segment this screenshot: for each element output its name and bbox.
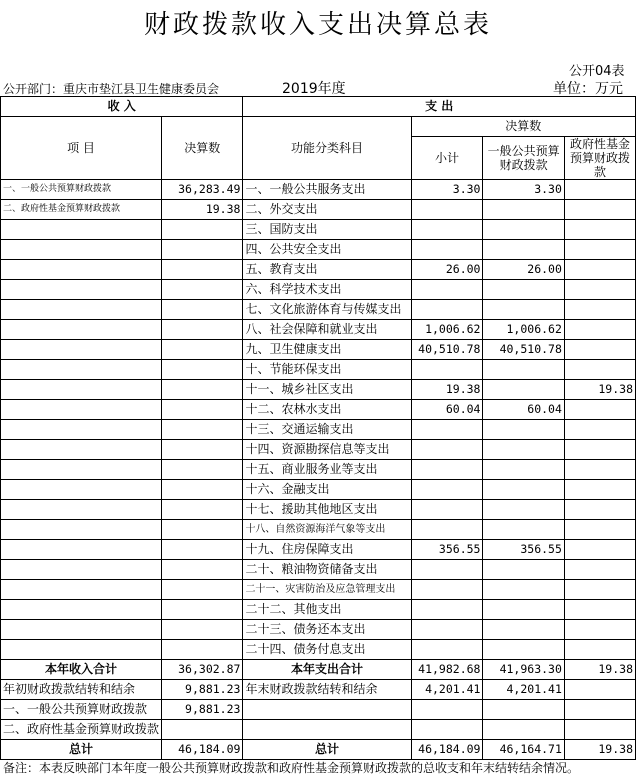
grand-income-label: 总计 (1, 740, 162, 760)
subtotal-cell (411, 220, 483, 240)
gov-fund-cell (564, 180, 635, 200)
income-amount-cell (162, 240, 243, 260)
gov-fund-cell (564, 340, 635, 360)
carryover-fund (564, 680, 635, 700)
department-label: 公开部门：重庆市垫江县卫生健康委员会 (3, 82, 220, 96)
gov-fund-cell (564, 440, 635, 460)
table-row (1, 600, 636, 620)
gov-fund-cell: 19.38 (564, 380, 635, 400)
expense-item-cell: 二十、粮油物资储备支出 (243, 560, 411, 580)
expense-total-subtotal: 41,982.68 (411, 660, 483, 680)
income-amount-cell (162, 280, 243, 300)
expense-item-cell: 十一、城乡社区支出 (243, 380, 411, 400)
table-row (1, 340, 636, 360)
general-budget-cell (483, 580, 564, 600)
table-row (1, 240, 636, 260)
income-amount-cell (162, 360, 243, 380)
subtotal-cell: 19.38 (411, 380, 483, 400)
expense-item-cell: 十五、商业服务业等支出 (243, 460, 411, 480)
income-amount-cell (162, 260, 243, 280)
gov-fund-cell (564, 300, 635, 320)
gov-fund-cell (564, 600, 635, 620)
subtotal-cell: 1,006.62 (411, 320, 483, 340)
income-item-cell (1, 300, 162, 320)
expense-item-cell: 二十四、债务付息支出 (243, 640, 411, 660)
carryover-row (1, 700, 636, 720)
general-budget-cell (483, 300, 564, 320)
income-item-cell (1, 360, 162, 380)
income-total-amount: 36,302.87 (162, 660, 243, 680)
expense-item-cell: 十九、住房保障支出 (243, 540, 411, 560)
general-budget-cell (483, 620, 564, 640)
item-header: 项 目 (1, 117, 162, 180)
general-budget-cell (483, 360, 564, 380)
expense-item-cell: 十六、金融支出 (243, 480, 411, 500)
table-row (1, 180, 636, 200)
income-amount-cell: 36,283.49 (162, 180, 243, 200)
expense-item-cell: 七、文化旅游体育与传媒支出 (243, 300, 411, 320)
footnote: 备注：本表反映部门本年度一般公共预算财政拨款和政府性基金预算财政拨款的总收支和年末结转结余情况。 (3, 761, 580, 775)
general-budget-cell: 26.00 (483, 260, 564, 280)
table-row (1, 440, 636, 460)
subtotal-cell (411, 240, 483, 260)
gov-fund-cell (564, 540, 635, 560)
grand-expense-subtotal: 46,184.09 (411, 740, 483, 760)
income-item-cell (1, 280, 162, 300)
income-item-cell (1, 420, 162, 440)
carryover-income-item: 年初财政拨款结转和结余 (1, 680, 162, 700)
table-row (1, 220, 636, 240)
subtotal-cell (411, 280, 483, 300)
gov-fund-cell (564, 520, 635, 540)
subtotal-cell (411, 520, 483, 540)
general-budget-cell (483, 560, 564, 580)
expense-item-cell: 八、社会保障和就业支出 (243, 320, 411, 340)
table-row (1, 420, 636, 440)
table-row (1, 200, 636, 220)
general-budget-cell (483, 520, 564, 540)
final-amount-header: 决算数 (411, 117, 635, 137)
income-item-cell (1, 620, 162, 640)
subtotal-cell (411, 560, 483, 580)
table-row (1, 500, 636, 520)
subtotal-cell (411, 300, 483, 320)
general-budget-cell (483, 380, 564, 400)
income-item-cell (1, 380, 162, 400)
general-budget-cell (483, 420, 564, 440)
gov-fund-cell (564, 620, 635, 640)
carryover-income-amount: 9,881.23 (162, 680, 243, 700)
expense-item-cell: 二十一、灾害防治及应急管理支出 (243, 580, 411, 600)
income-amount-cell (162, 220, 243, 240)
subtotal-cell (411, 620, 483, 640)
grand-expense-label: 总计 (243, 740, 411, 760)
subtotal-cell: 3.30 (411, 180, 483, 200)
carryover-expense-item (243, 720, 411, 740)
income-amount-cell (162, 600, 243, 620)
year-total-row (1, 660, 636, 680)
general-budget-cell (483, 480, 564, 500)
form-code: 公开04表 (569, 64, 625, 79)
carryover-general (483, 720, 564, 740)
general-budget-cell: 60.04 (483, 400, 564, 420)
gov-fund-cell (564, 460, 635, 480)
income-item-cell (1, 540, 162, 560)
table-row (1, 360, 636, 380)
fiscal-year: 2019年度 (282, 81, 346, 97)
expense-item-cell: 五、教育支出 (243, 260, 411, 280)
income-item-cell (1, 520, 162, 540)
carryover-expense-item: 年末财政拨款结转和结余 (243, 680, 411, 700)
gov-fund-header: 政府性基金预算财政拨款 (564, 137, 635, 180)
general-budget-cell (483, 500, 564, 520)
general-budget-cell (483, 640, 564, 660)
income-amount-cell (162, 580, 243, 600)
subtotal-header: 小计 (411, 137, 483, 180)
subtotal-cell (411, 420, 483, 440)
subtotal-cell (411, 360, 483, 380)
income-amount-cell (162, 480, 243, 500)
subtotal-cell (411, 200, 483, 220)
income-item-cell (1, 460, 162, 480)
income-item-cell (1, 580, 162, 600)
subtotal-cell (411, 460, 483, 480)
gov-fund-cell (564, 240, 635, 260)
general-budget-cell: 356.55 (483, 540, 564, 560)
table-row (1, 480, 636, 500)
income-amount-cell (162, 420, 243, 440)
expense-item-cell: 六、科学技术支出 (243, 280, 411, 300)
subtotal-cell (411, 600, 483, 620)
carryover-subtotal: 4,201.41 (411, 680, 483, 700)
gov-fund-cell (564, 220, 635, 240)
gov-fund-cell (564, 260, 635, 280)
income-amount-cell (162, 340, 243, 360)
carryover-income-amount: 9,881.23 (162, 700, 243, 720)
general-budget-header: 一般公共预算财政拨款 (483, 137, 564, 180)
subtotal-cell: 26.00 (411, 260, 483, 280)
function-class-header: 功能分类科目 (243, 117, 411, 180)
general-budget-cell: 1,006.62 (483, 320, 564, 340)
income-item-cell (1, 480, 162, 500)
income-amount-cell (162, 640, 243, 660)
unit-label: 单位：万元 (553, 81, 623, 97)
income-amount-cell (162, 520, 243, 540)
subtotal-cell: 356.55 (411, 540, 483, 560)
expense-total-general: 41,963.30 (483, 660, 564, 680)
income-amount-cell: 19.38 (162, 200, 243, 220)
income-amount-cell (162, 400, 243, 420)
expense-item-cell: 一、一般公共服务支出 (243, 180, 411, 200)
carryover-general: 4,201.41 (483, 680, 564, 700)
general-budget-cell: 40,510.78 (483, 340, 564, 360)
income-amount-cell (162, 540, 243, 560)
income-item-cell (1, 340, 162, 360)
income-item-cell (1, 220, 162, 240)
general-budget-cell (483, 600, 564, 620)
income-item-cell (1, 440, 162, 460)
income-amount-cell (162, 440, 243, 460)
gov-fund-cell (564, 320, 635, 340)
expense-total-label: 本年支出合计 (243, 660, 411, 680)
expense-item-cell: 二十三、债务还本支出 (243, 620, 411, 640)
carryover-subtotal (411, 700, 483, 720)
table-row (1, 460, 636, 480)
expense-item-cell: 十二、农林水支出 (243, 400, 411, 420)
expense-item-cell: 十三、交通运输支出 (243, 420, 411, 440)
table-row (1, 620, 636, 640)
expense-item-cell: 十、节能环保支出 (243, 360, 411, 380)
general-budget-cell (483, 440, 564, 460)
expense-item-cell: 三、国防支出 (243, 220, 411, 240)
income-item-cell (1, 260, 162, 280)
general-budget-cell (483, 280, 564, 300)
subtotal-cell (411, 440, 483, 460)
carryover-fund (564, 700, 635, 720)
general-budget-cell (483, 460, 564, 480)
carryover-subtotal (411, 720, 483, 740)
carryover-expense-item (243, 700, 411, 720)
expense-item-cell: 十八、自然资源海洋气象等支出 (243, 520, 411, 540)
subtotal-cell: 40,510.78 (411, 340, 483, 360)
income-amount-cell (162, 500, 243, 520)
income-amount-cell (162, 380, 243, 400)
carryover-fund (564, 720, 635, 740)
expense-item-cell: 四、公共安全支出 (243, 240, 411, 260)
income-item-cell: 一、一般公共预算财政拨款 (1, 180, 162, 200)
income-section-header: 收 入 (1, 97, 243, 117)
table-row (1, 580, 636, 600)
table-row (1, 300, 636, 320)
subtotal-cell (411, 500, 483, 520)
table-row (1, 260, 636, 280)
table-row (1, 540, 636, 560)
subtotal-cell (411, 640, 483, 660)
carryover-income-item: 一、一般公共预算财政拨款 (1, 700, 162, 720)
income-total-label: 本年收入合计 (1, 660, 162, 680)
table-row (1, 280, 636, 300)
income-item-cell (1, 400, 162, 420)
gov-fund-cell (564, 580, 635, 600)
income-item-cell (1, 640, 162, 660)
expense-section-header: 支 出 (243, 97, 636, 117)
gov-fund-cell (564, 200, 635, 220)
income-item-cell (1, 240, 162, 260)
gov-fund-cell (564, 420, 635, 440)
subtotal-cell: 60.04 (411, 400, 483, 420)
gov-fund-cell (564, 360, 635, 380)
income-item-cell (1, 560, 162, 580)
subtotal-cell (411, 580, 483, 600)
carryover-general (483, 700, 564, 720)
expense-item-cell: 二、外交支出 (243, 200, 411, 220)
expense-total-fund: 19.38 (564, 660, 635, 680)
financial-summary-table (0, 96, 636, 760)
table-row (1, 320, 636, 340)
gov-fund-cell (564, 280, 635, 300)
table-row (1, 560, 636, 580)
table-row (1, 520, 636, 540)
general-budget-cell (483, 200, 564, 220)
general-budget-cell: 3.30 (483, 180, 564, 200)
gov-fund-cell (564, 480, 635, 500)
expense-item-cell: 十四、资源勘探信息等支出 (243, 440, 411, 460)
expense-item-cell: 十七、援助其他地区支出 (243, 500, 411, 520)
income-item-cell (1, 500, 162, 520)
expense-item-cell: 九、卫生健康支出 (243, 340, 411, 360)
income-item-cell: 二、政府性基金预算财政拨款 (1, 200, 162, 220)
grand-expense-fund: 19.38 (564, 740, 635, 760)
income-amount-cell (162, 300, 243, 320)
grand-expense-general: 46,164.71 (483, 740, 564, 760)
carryover-row (1, 720, 636, 740)
income-amount-cell (162, 560, 243, 580)
gov-fund-cell (564, 640, 635, 660)
expense-item-cell: 二十二、其他支出 (243, 600, 411, 620)
general-budget-cell (483, 240, 564, 260)
income-item-cell (1, 600, 162, 620)
table-row (1, 400, 636, 420)
income-amount-cell (162, 620, 243, 640)
carryover-row (1, 680, 636, 700)
income-amount-cell (162, 320, 243, 340)
report-title: 财政拨款收入支出决算总表 (143, 10, 492, 40)
grand-income-amount: 46,184.09 (162, 740, 243, 760)
income-item-cell (1, 320, 162, 340)
income-amount-cell (162, 460, 243, 480)
table-row (1, 380, 636, 400)
gov-fund-cell (564, 560, 635, 580)
carryover-income-amount (162, 720, 243, 740)
income-amount-header: 决算数 (162, 117, 243, 180)
subtotal-cell (411, 480, 483, 500)
general-budget-cell (483, 220, 564, 240)
grand-total-row (1, 740, 636, 760)
gov-fund-cell (564, 400, 635, 420)
table-row (1, 640, 636, 660)
carryover-income-item: 二、政府性基金预算财政拨款 (1, 720, 162, 740)
gov-fund-cell (564, 500, 635, 520)
